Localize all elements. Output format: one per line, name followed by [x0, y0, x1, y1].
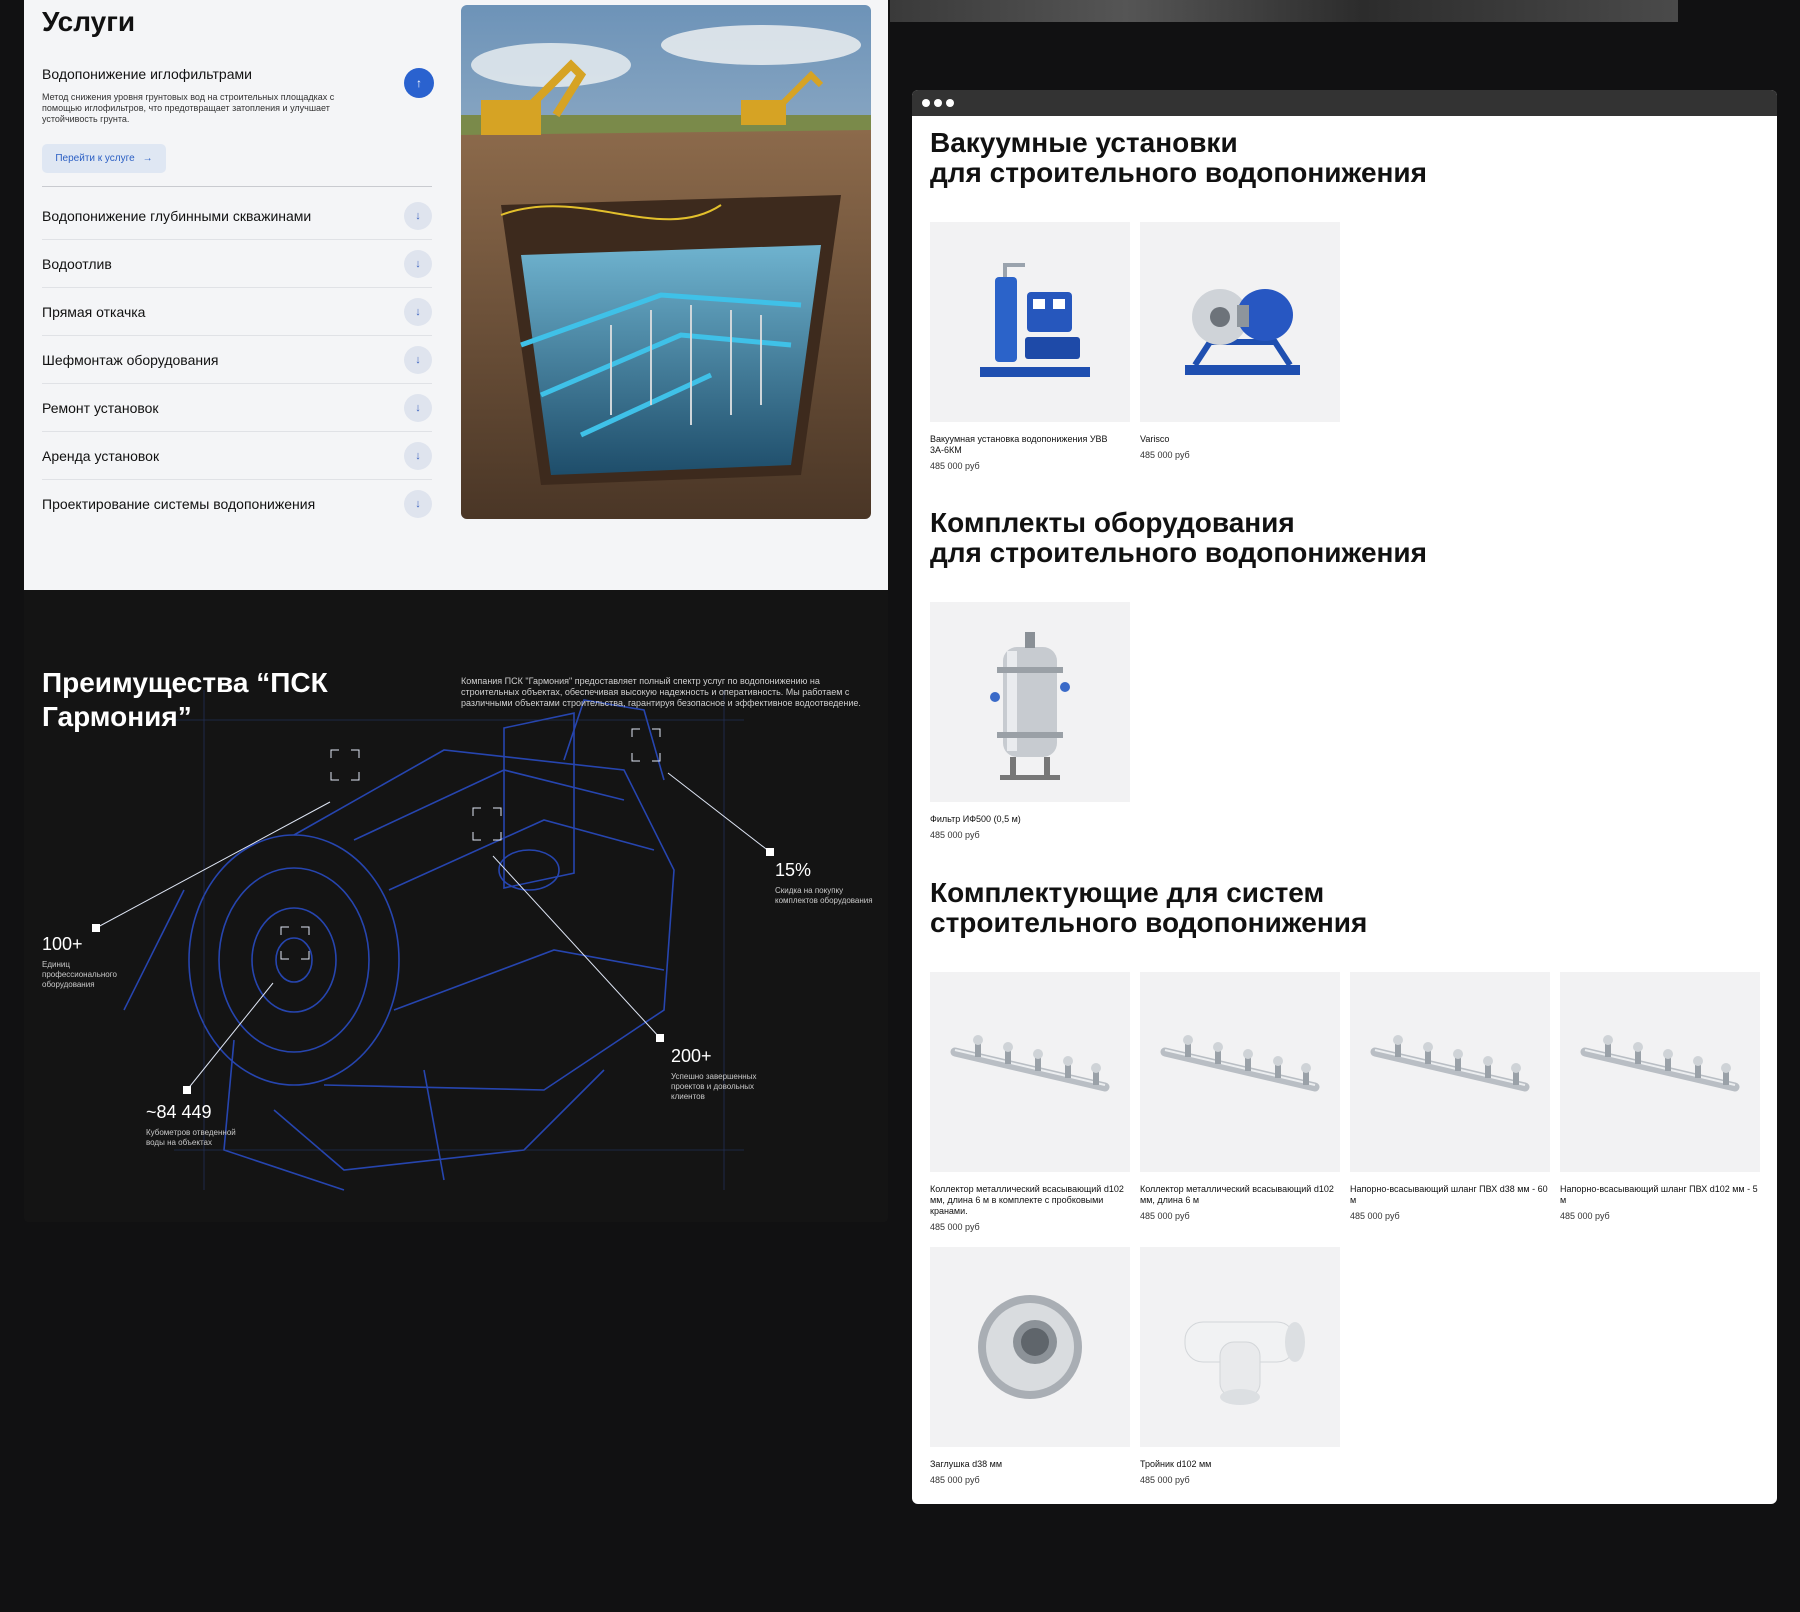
tee-fitting-icon[interactable]	[1140, 1247, 1340, 1447]
product-name[interactable]: Напорно-всасывающий шланг ПВХ d38 мм - 60 м	[1350, 1184, 1548, 1205]
service-item-label: Аренда установок	[42, 447, 160, 464]
product-card[interactable]	[1140, 972, 1340, 1221]
product-price: 485 000 руб	[930, 1475, 980, 1485]
product-price: 485 000 руб	[1140, 450, 1190, 460]
catalog-section-title: Комплектующие для систем строительного водопонижения	[930, 877, 1368, 938]
stat-value: 100+	[42, 934, 83, 954]
stat-caption: Единиц профессионального оборудования	[42, 960, 117, 989]
stat-equipment	[42, 934, 142, 990]
services-title: Услуги	[42, 6, 136, 37]
stat-value: 200+	[671, 1046, 712, 1066]
catalog-section-title: Комплекты оборудования для строительного водопонижения	[930, 507, 1427, 568]
product-card[interactable]	[1140, 222, 1340, 460]
go-to-service-label: Перейти к услуге	[55, 153, 135, 164]
service-item[interactable]	[42, 480, 432, 528]
chevron-down-icon[interactable]: ↓	[404, 490, 432, 518]
service-item-label: Водоотлив	[42, 255, 112, 272]
product-name[interactable]: Коллектор металлический всасывающий d102 мм, длина 6 м	[1140, 1184, 1334, 1205]
chevron-down-icon[interactable]: ↓	[404, 394, 432, 422]
window-dot-icon[interactable]	[946, 99, 954, 107]
service-active-name[interactable]: Водопонижение иглофильтрами	[42, 66, 252, 82]
stat-discount	[775, 860, 875, 906]
product-price: 485 000 руб	[1140, 1211, 1190, 1221]
service-item[interactable]	[42, 192, 432, 240]
construction-site-image	[461, 5, 871, 519]
window-title-bar	[912, 90, 1777, 116]
product-card[interactable]	[930, 222, 1130, 471]
services-list	[42, 192, 432, 528]
catalog-section-title: Вакуумные установки для строительного водопонижения	[930, 127, 1427, 188]
product-name[interactable]: Фильтр ИФ500 (0,5 м)	[930, 814, 1021, 824]
collapse-toggle-button[interactable]	[404, 68, 434, 98]
stat-value: ~84 449	[146, 1102, 212, 1122]
product-name[interactable]: Varisco	[1140, 434, 1170, 444]
window-dot-icon[interactable]	[922, 99, 930, 107]
stat-caption: Кубометров отведенной воды на объектах	[146, 1128, 236, 1147]
chevron-down-icon[interactable]: ↓	[404, 202, 432, 230]
chevron-down-icon[interactable]: ↓	[404, 298, 432, 326]
collector-pipe-icon[interactable]	[1140, 972, 1340, 1172]
service-item[interactable]	[42, 432, 432, 480]
product-price: 485 000 руб	[930, 830, 980, 840]
product-card[interactable]	[1140, 1247, 1340, 1485]
product-price: 485 000 руб	[1560, 1211, 1610, 1221]
arrow-up-icon: ↑	[416, 76, 422, 90]
arrow-right-icon: →	[142, 153, 153, 164]
service-item[interactable]	[42, 336, 432, 384]
product-card[interactable]	[930, 1247, 1130, 1485]
service-item-label: Проектирование системы водопонижения	[42, 496, 316, 512]
product-card[interactable]	[1560, 972, 1760, 1221]
collector-pipe-icon[interactable]	[930, 972, 1130, 1172]
divider	[42, 186, 432, 187]
service-item[interactable]	[42, 384, 432, 432]
product-name[interactable]: Заглушка d38 мм	[930, 1459, 1003, 1469]
pump-icon[interactable]	[1140, 222, 1340, 422]
collector-pipe-icon[interactable]	[1350, 972, 1550, 1172]
stat-value: 15%	[775, 860, 812, 880]
product-price: 485 000 руб	[930, 1222, 980, 1232]
product-price: 485 000 руб	[930, 461, 980, 471]
filter-tank-icon[interactable]	[930, 602, 1130, 802]
product-card[interactable]	[1350, 972, 1550, 1221]
collector-pipe-icon[interactable]	[1560, 972, 1760, 1172]
advantages-title: Преимущества “ПСК Гармония”	[42, 667, 328, 732]
service-item[interactable]	[42, 240, 432, 288]
advantages-section	[24, 590, 888, 1222]
product-price: 485 000 руб	[1140, 1475, 1190, 1485]
service-item[interactable]	[42, 288, 432, 336]
catalog-window	[912, 90, 1777, 1504]
service-item-label: Шефмонтаж оборудования	[42, 351, 219, 368]
window-dot-icon[interactable]	[934, 99, 942, 107]
chevron-down-icon[interactable]: ↓	[404, 442, 432, 470]
construction-site-photo	[461, 5, 871, 519]
service-active-description: Метод снижения уровня грунтовых вод на строительных площадках с помощью иглофильтров, что предотвращает затопления и улучшает устойчивость грунта.	[42, 92, 335, 124]
product-name[interactable]: Коллектор металлический всасывающий d102 мм, длина 6 м в комплекте с пробковыми кранами.	[930, 1184, 1124, 1216]
product-name[interactable]: Тройник d102 мм	[1140, 1459, 1212, 1469]
services-section	[24, 0, 888, 590]
product-card[interactable]	[930, 602, 1130, 840]
service-active	[42, 66, 432, 125]
chevron-down-icon[interactable]: ↓	[404, 346, 432, 374]
plug-cap-icon[interactable]	[930, 1247, 1130, 1447]
service-item-label: Водопонижение глубинными скважинами	[42, 207, 312, 224]
service-item-label: Ремонт установок	[42, 399, 159, 416]
advantages-description: Компания ПСК "Гармония" предоставляет полный спектр услуг по водопонижению на строительных объектах, обеспечивая высокую надежность и оперативность. Мы работаем с различными объектами строительства, гарантируя безопасное и эффективное водоотведение.	[461, 676, 861, 708]
stat-projects	[671, 1046, 771, 1102]
service-item-label: Прямая откачка	[42, 303, 146, 320]
product-card[interactable]	[930, 972, 1130, 1232]
top-hero-strip	[890, 0, 1678, 22]
stat-caption: Успешно завершенных проектов и довольных клиентов	[671, 1072, 757, 1101]
product-name[interactable]: Вакуумная установка водопонижения УВВ 3А-6КМ	[930, 434, 1108, 455]
product-price: 485 000 руб	[1350, 1211, 1400, 1221]
go-to-service-button[interactable]	[42, 144, 166, 173]
stat-caption: Скидка на покупку комплектов оборудования	[775, 886, 873, 905]
chevron-down-icon[interactable]: ↓	[404, 250, 432, 278]
vacuum-unit-icon[interactable]	[930, 222, 1130, 422]
product-name[interactable]: Напорно-всасывающий шланг ПВХ d102 мм - 5 м	[1560, 1184, 1758, 1205]
stat-water-volume	[146, 1102, 246, 1148]
